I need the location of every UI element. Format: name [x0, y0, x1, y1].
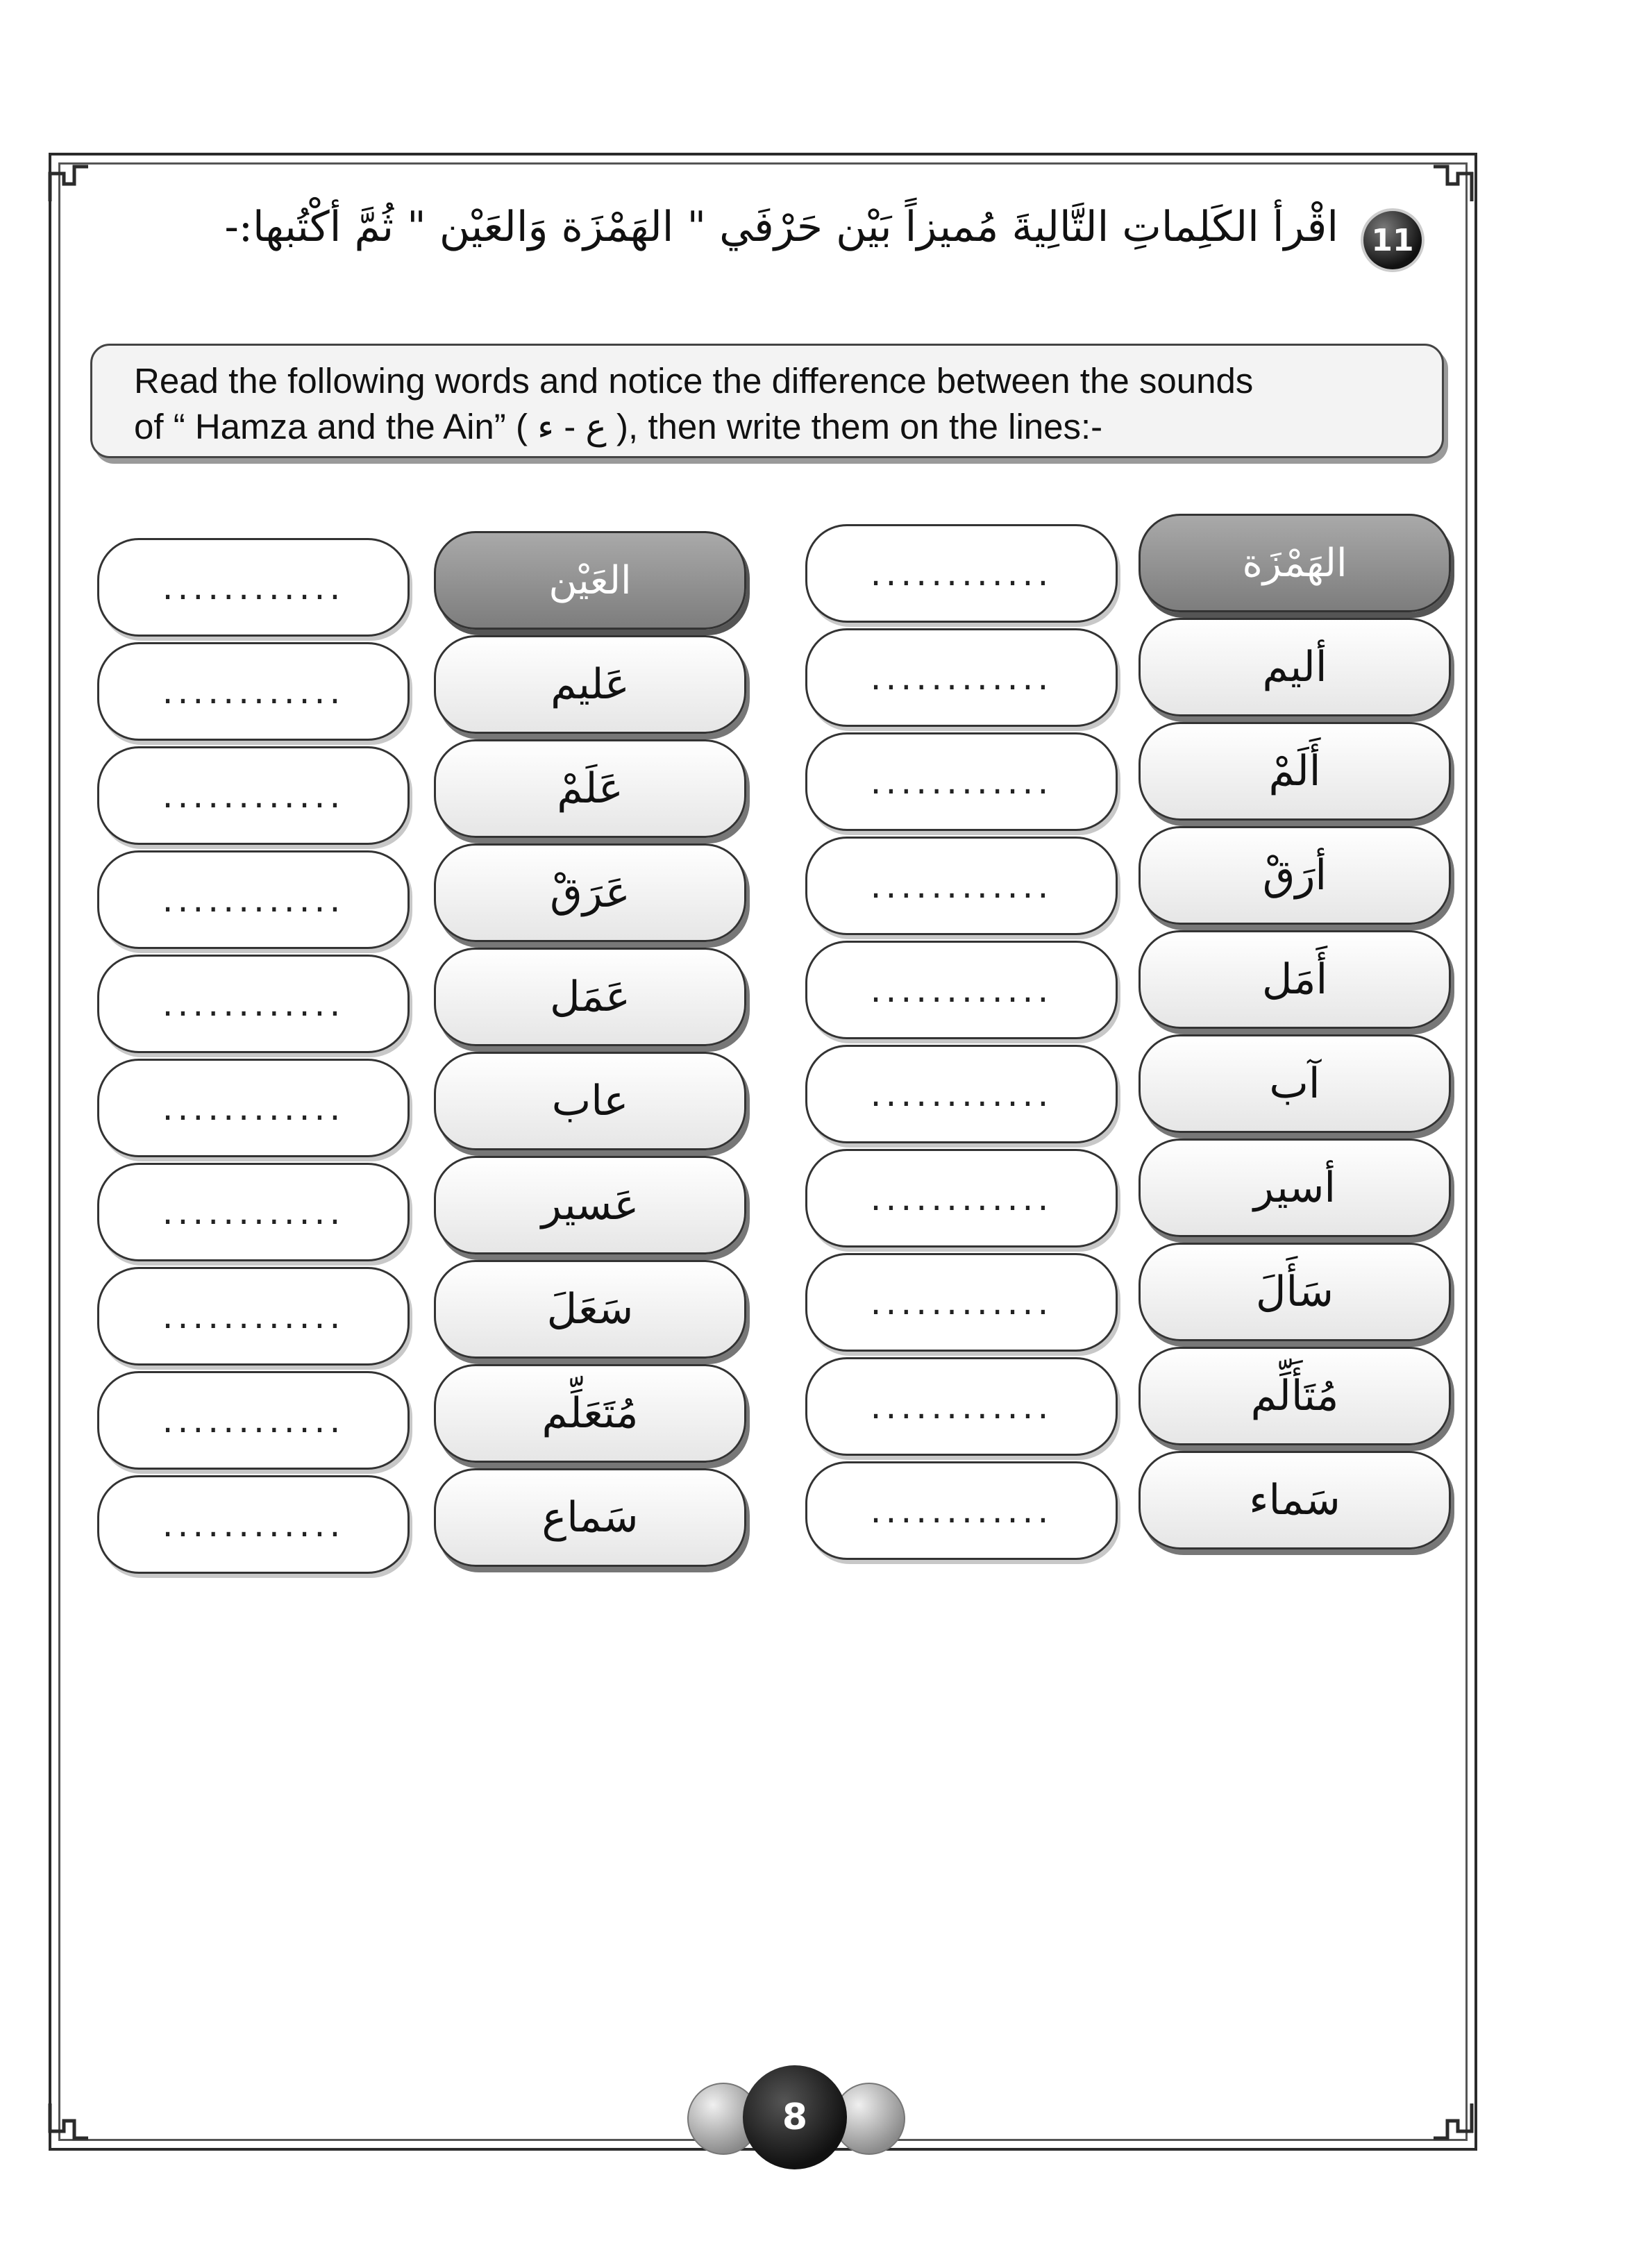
- writing-line[interactable]: [97, 955, 410, 1053]
- dotted-line: ............: [162, 775, 345, 816]
- dotted-line: ............: [162, 1400, 345, 1440]
- dotted-line: ............: [870, 657, 1053, 698]
- writing-line[interactable]: [97, 1163, 410, 1261]
- dotted-line: ............: [162, 1088, 345, 1128]
- writing-line[interactable]: [805, 1357, 1118, 1456]
- ain-word-card: [434, 1364, 746, 1463]
- hamza-word: أَلَمْ: [1268, 747, 1321, 796]
- ain-word: مُتَعَلِّم: [541, 1389, 639, 1438]
- writing-line[interactable]: [805, 1253, 1118, 1352]
- dotted-line: ............: [870, 1386, 1053, 1427]
- ain-word: عَرَقْ: [550, 868, 630, 917]
- writing-line[interactable]: [805, 941, 1118, 1039]
- ain-word: عَليم: [551, 660, 630, 709]
- hamza-word-card: [1139, 1034, 1451, 1133]
- hamza-word-card: [1139, 826, 1451, 925]
- ain-word-card: [434, 1260, 746, 1359]
- dotted-line: ............: [870, 970, 1053, 1010]
- writing-line[interactable]: [97, 746, 410, 845]
- ain-word-card: [434, 948, 746, 1046]
- writing-line[interactable]: [97, 1371, 410, 1470]
- dotted-line: ............: [870, 1490, 1053, 1531]
- instruction-box: [90, 344, 1444, 458]
- hamza-word-card: [1139, 722, 1451, 821]
- writing-line[interactable]: [97, 1475, 410, 1574]
- ain-word-card: [434, 843, 746, 942]
- dotted-line: ............: [870, 1282, 1053, 1322]
- writing-line[interactable]: [97, 850, 410, 949]
- ain-word: عاب: [551, 1077, 629, 1125]
- writing-line[interactable]: [97, 1267, 410, 1366]
- ain-header-label: العَيْن: [548, 557, 632, 603]
- dotted-line: ............: [870, 553, 1053, 594]
- hamza-word: أَمَل: [1261, 955, 1328, 1004]
- writing-line[interactable]: [97, 642, 410, 741]
- dotted-line: ............: [162, 1296, 345, 1336]
- ain-header: [434, 531, 746, 630]
- frame-corner-ornament: [43, 2097, 92, 2145]
- writing-line[interactable]: [805, 837, 1118, 935]
- ain-word-card: [434, 739, 746, 838]
- hamza-word-card: [1139, 1347, 1451, 1445]
- frame-corner-ornament: [1430, 160, 1479, 208]
- exercise-number-badge: 11: [1361, 208, 1425, 272]
- hamza-word: أليم: [1262, 643, 1327, 691]
- page-number: 8: [743, 2065, 847, 2169]
- hamza-word: مُتَأَلِّم: [1250, 1372, 1339, 1420]
- writing-line[interactable]: [97, 1059, 410, 1157]
- ain-word: سَماع: [541, 1493, 639, 1542]
- dotted-line: ............: [162, 880, 345, 920]
- writing-line[interactable]: [97, 538, 410, 637]
- ain-word-card: [434, 1052, 746, 1150]
- writing-line[interactable]: [805, 524, 1118, 623]
- dotted-line: ............: [162, 567, 345, 607]
- frame-corner-ornament: [1430, 2097, 1479, 2145]
- dotted-line: ............: [870, 866, 1053, 906]
- hamza-word: سَأَلَ: [1255, 1268, 1334, 1316]
- writing-line[interactable]: [805, 1045, 1118, 1143]
- ain-word: سَعَلَ: [546, 1285, 634, 1334]
- hamza-word: أسير: [1253, 1164, 1336, 1212]
- dotted-line: ............: [870, 1074, 1053, 1114]
- ain-word-card: [434, 1156, 746, 1254]
- dotted-line: ............: [870, 762, 1053, 802]
- ain-word-card: [434, 1468, 746, 1567]
- ain-word: عَمَل: [550, 973, 630, 1021]
- hamza-word-card: [1139, 618, 1451, 716]
- writing-line[interactable]: [805, 628, 1118, 727]
- hamza-word-card: [1139, 1139, 1451, 1237]
- instruction-line-2: of “ Hamza and the Ain” ( ع - ء ), then write them on the lines:-: [134, 407, 1103, 446]
- ain-word: عَسير: [541, 1181, 639, 1229]
- exercise-title-arabic: اقْرأ الكَلِماتِ التَّالِيةَ مُميزاً بَيْن حَرْفَي " الهَمْزَة وَالعَيْن " ثُمَّ أكْتُبها:-: [224, 203, 1338, 251]
- dotted-line: ............: [162, 671, 345, 712]
- hamza-header-label: الهَمْزَة: [1242, 540, 1347, 586]
- hamza-word-card: [1139, 1451, 1451, 1549]
- hamza-header: [1139, 514, 1451, 612]
- hamza-word-card: [1139, 930, 1451, 1029]
- dotted-line: ............: [162, 984, 345, 1024]
- hamza-word: أرَقْ: [1262, 851, 1327, 900]
- writing-line[interactable]: [805, 1149, 1118, 1248]
- dotted-line: ............: [162, 1192, 345, 1232]
- hamza-word: سَماء: [1249, 1476, 1341, 1524]
- writing-line[interactable]: [805, 732, 1118, 831]
- dotted-line: ............: [162, 1504, 345, 1545]
- dotted-line: ............: [870, 1178, 1053, 1218]
- ain-word: عَلَمْ: [557, 764, 623, 813]
- instruction-line-1: Read the following words and notice the difference between the sounds: [134, 361, 1254, 401]
- hamza-word: آب: [1269, 1059, 1320, 1108]
- ain-word-card: [434, 635, 746, 734]
- hamza-word-card: [1139, 1243, 1451, 1341]
- frame-corner-ornament: [43, 160, 92, 208]
- writing-line[interactable]: [805, 1461, 1118, 1560]
- page-number-ornament: [687, 2065, 902, 2169]
